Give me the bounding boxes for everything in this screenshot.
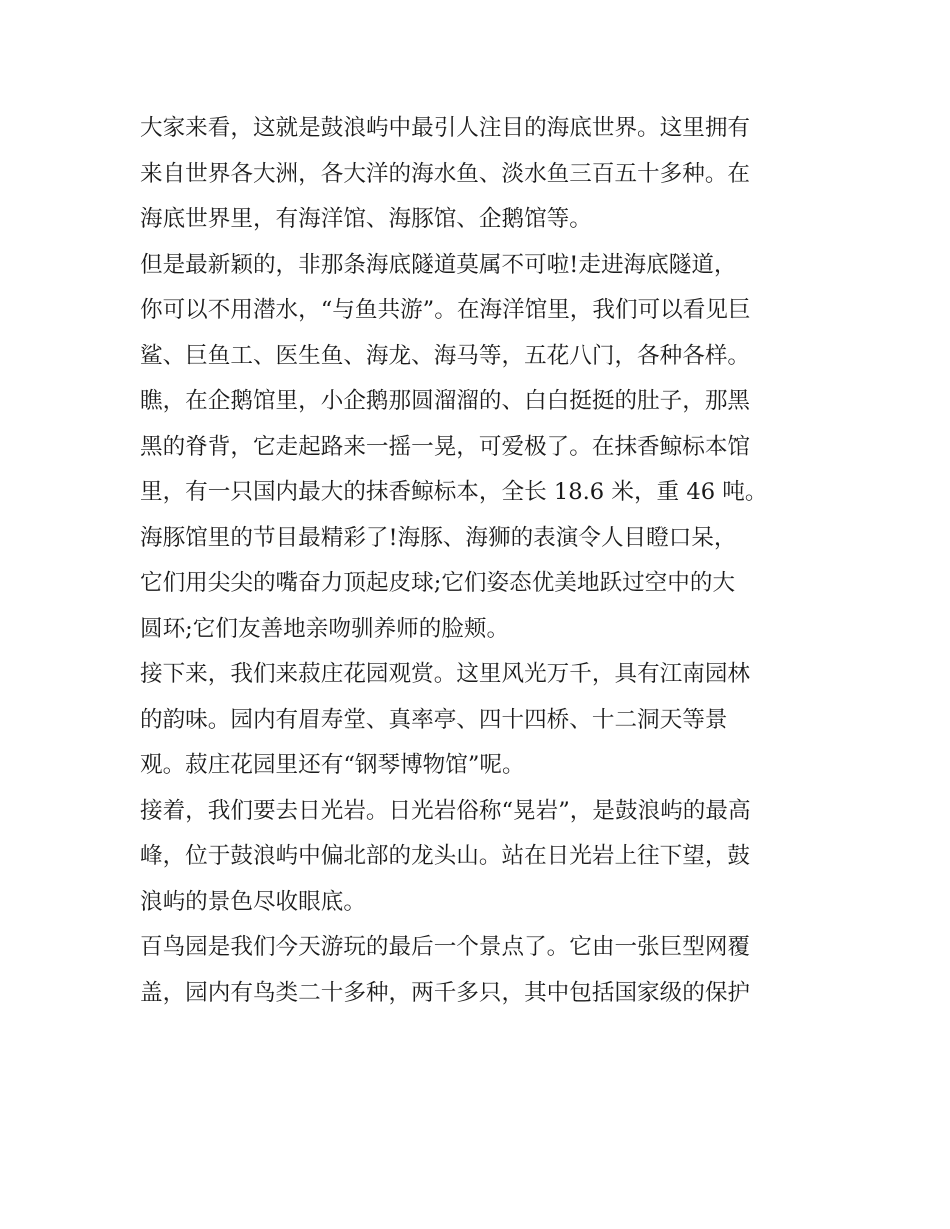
text-line: 但是最新颖的，非那条海底隧道莫属不可啦!走进海底隧道， (140, 251, 737, 278)
text-line: 盖，园内有鸟类二十多种，两千多只，其中包括国家级的保护 (140, 979, 751, 1006)
text-line: 里，有一只国内最大的抹香鲸标本，全长 18.6 米，重 46 吨。 (140, 479, 768, 505)
text-line: 浪屿的景色尽收眼底。 (140, 888, 366, 915)
text-line: 的韵味。园内有眉寿堂、真率亭、四十四桥、十二洞天等景 (140, 706, 728, 733)
text-line: 鲨、巨鱼工、医生鱼、海龙、海马等，五花八门，各种各样。 (140, 342, 751, 369)
text-line: 圆环;它们友善地亲吻驯养师的脸颊。 (140, 615, 510, 642)
text-line: 接下来，我们来菽庄花园观赏。这里风光万千，具有江南园林 (140, 661, 751, 687)
text-line: 接着，我们要去日光岩。日光岩俗称“晃岩”，是鼓浪屿的最高 (140, 797, 751, 824)
text-line: 大家来看，这就是鼓浪屿中最引人注目的海底世界。这里拥有 (140, 115, 751, 141)
text-line: 海底世界里，有海洋馆、海豚馆、企鹅馆等。 (140, 206, 592, 232)
text-line: 瞧，在企鹅馆里，小企鹅那圆溜溜的、白白挺挺的肚子，那黑 (140, 388, 751, 414)
text-line: 黑的脊背，它走起路来一摇一晃，可爱极了。在抹香鲸标本馆 (140, 433, 751, 460)
text-line: 峰，位于鼓浪屿中偏北部的龙头山。站在日光岩上往下望，鼓 (140, 843, 751, 869)
text-line: 海豚馆里的节目最精彩了!海豚、海狮的表演令人目瞪口呆， (140, 524, 737, 551)
text-line: 观。菽庄花园里还有“钢琴博物馆”呢。 (140, 752, 525, 778)
body-text (140, 106, 830, 1016)
text-line: 它们用尖尖的嘴奋力顶起皮球;它们姿态优美地跃过空中的大 (140, 570, 736, 596)
text-line: 来自世界各大洲，各大洋的海水鱼、淡水鱼三百五十多种。在 (140, 160, 751, 187)
text-line: 你可以不用潜水，“与鱼共游”。在海洋馆里，我们可以看见巨 (140, 297, 751, 323)
text-line: 百鸟园是我们今天游玩的最后一个景点了。它由一张巨型网覆 (140, 934, 751, 960)
